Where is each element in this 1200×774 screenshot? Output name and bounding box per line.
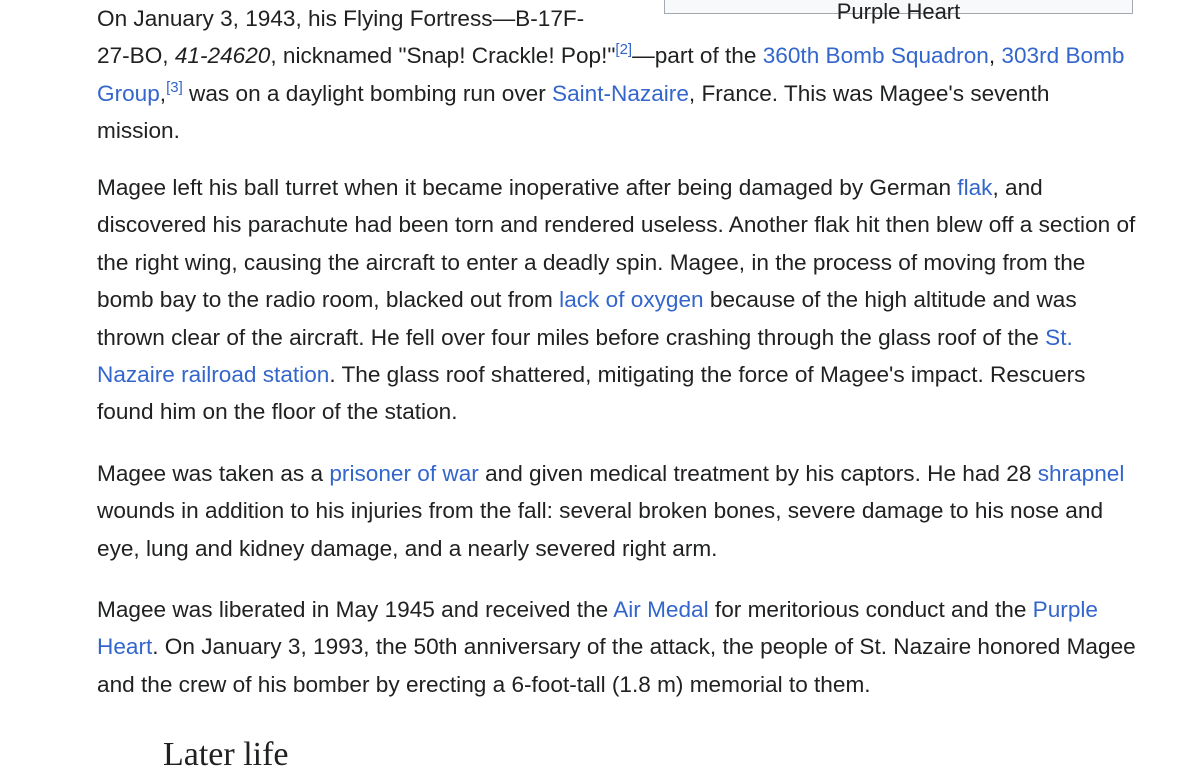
text: On January 3, 1943, his Flying Fortress—B-17F- [97,6,585,31]
text: , France. This was Magee's seventh mission. [97,80,1050,144]
aircraft-serial: 41-24620 [174,43,271,69]
infobox-caption: Purple Heart [836,0,961,24]
link-303rd-bomb-group[interactable]: 303rd Bomb Group [97,43,1125,106]
paragraph-mission [97,0,1137,150]
text: 27-BO, [97,43,175,69]
text: . On January 3, 1993, the 50th anniversary of the attack, the people of St. Nazaire honored Magee and the crew of his bomber by erecting a 6-foot-tall (1.8 m) memorial to them. [97,634,1136,697]
text: and given medical treatment by his captors. He had 28 [478,461,1038,486]
text: —part of the [632,43,763,69]
link-saint-nazaire[interactable]: Saint-Nazaire [552,80,689,106]
text: , [159,80,167,106]
link-st-nazaire-railroad-station[interactable]: St. Nazaire railroad station [97,324,1073,388]
link-lack-of-oxygen[interactable]: lack of oxygen [559,287,704,313]
link-shrapnel[interactable]: shrapnel [1037,461,1125,486]
section-heading: Later life [163,736,289,773]
paragraph-liberation [97,591,1137,703]
text: for meritorious conduct and the [708,597,1033,622]
citation-3-link[interactable]: [3] [166,78,183,96]
paragraph-fall [97,169,1137,431]
text: because of the high altitude and was thrown clear of the aircraft. He fell over four miles before crashing through the glass roof of the [97,287,1077,350]
text: , nicknamed "Snap! Crackle! Pop!" [270,43,616,69]
link-air-medal[interactable]: Air Medal [613,597,709,622]
paragraph-captivity [97,455,1137,567]
text: wounds in addition to his injuries from the fall: several broken bones, severe damage to his nose and eye, lung and kidney damage, and a nearly severed right arm. [97,498,1104,561]
text: , and discovered his parachute had been torn and rendered useless. Another flak hit then blew off a section of the right wing, causing the aircraft to enter a deadly spin. Magee, in the process of moving from the bomb bay to the radio room, blacked out from [97,175,1136,313]
link-prisoner-of-war[interactable]: prisoner of war [329,461,479,486]
link-purple-heart[interactable]: Purple Heart [97,597,1098,660]
text: Magee was liberated in May 1945 and received the [97,597,614,622]
text: . The glass roof shattered, mitigating the force of Magee's impact. Rescuers found him on the floor of the station. [97,362,1086,425]
text: Magee left his ball turret when it became inoperative after being damaged by German [97,175,958,200]
link-360th-bomb-squadron[interactable]: 360th Bomb Squadron [762,43,989,69]
citation-2-link[interactable]: [2] [615,41,633,59]
link-flak[interactable]: flak [957,175,993,200]
text: Magee was taken as a [97,461,330,486]
text: , [988,43,1002,69]
text: was on a daylight bombing run over [182,80,553,106]
